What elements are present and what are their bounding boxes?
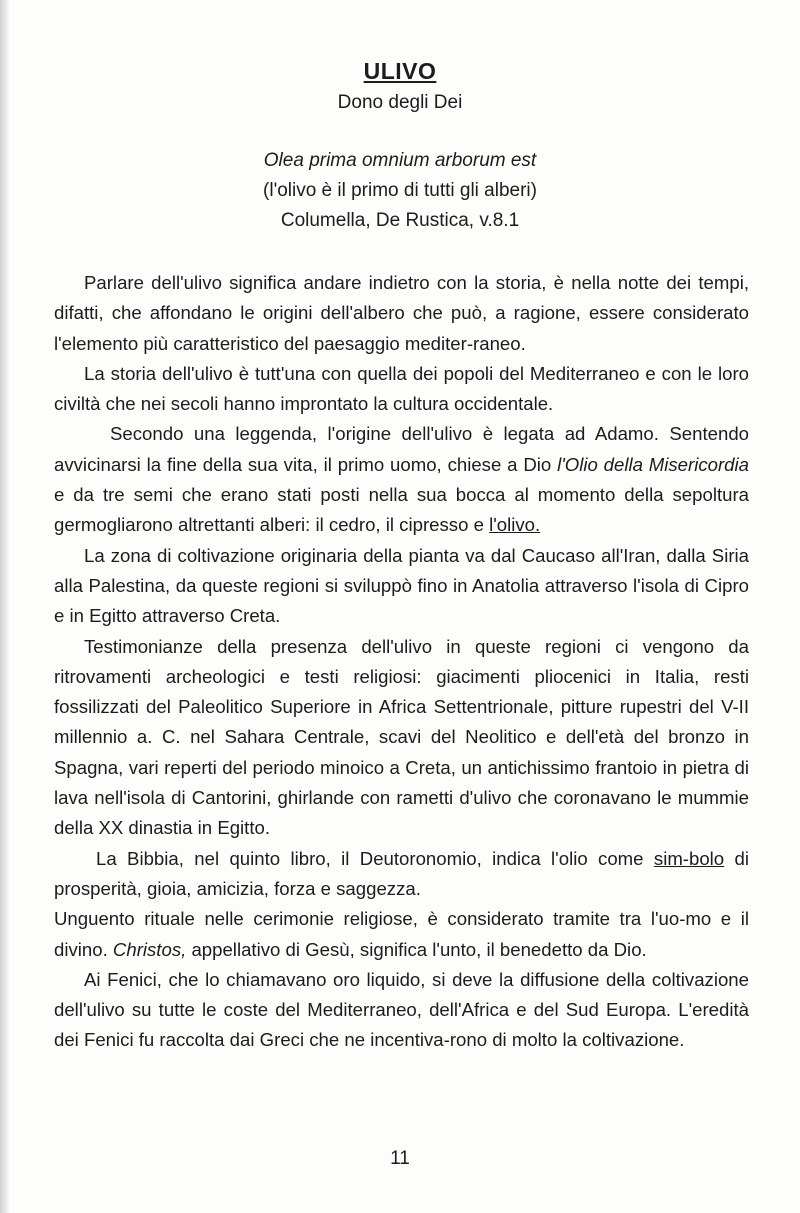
paragraph-8: Ai Fenici, che lo chiamavano oro liquido, si deve la diffusione della coltivazione dell'ulivo su tutte le coste del Mediterraneo, dell'Africa e del Sud Europa. L'eredità dei Fenici fu raccolta dai Greci che ne incentiva-rono di molto la coltivazione.: [54, 968, 749, 1051]
paragraph-3-italic: l'Olio della Misericordia: [557, 453, 749, 475]
paragraph-1: Parlare dell'ulivo significa andare indietro con la storia, è nella notte dei tempi, difatti, che affondano le origini dell'albero che può, a ragione, essere considerato l'elemento più caratteristico del paesaggio mediter-raneo.: [54, 272, 749, 354]
paragraph-3-underlined: l'olivo.: [489, 514, 541, 536]
epigraph: [0, 146, 800, 236]
paragraph-6-text-b: di prosperità, gioia, amicizia, forza e saggezza.: [54, 847, 749, 899]
paragraph-3-text-b: e da tre semi che erano stati posti nella sua bocca al momento della sepoltura germogliarono altrettanti alberi: il cedro, il cipresso e: [54, 484, 749, 536]
paragraph-7: [54, 904, 749, 965]
paragraph-7-text-a: Unguento rituale nelle cerimonie religiose, è considerato tramite tra l'uo-mo e il divino.: [54, 908, 749, 960]
paragraph-5: Testimonianze della presenza dell'ulivo in queste regioni ci vengono da ritrovamenti archeologici e testi religiosi: giacimenti pliocenici in Italia, resti fossilizzati del Paleolitico Superiore in Africa Settentrionale, pitture rupestri del V-II millennio a. C. nel Sahara Centrale, scavi del Neolitico e dell'età del bronzo in Spagna, vari reperti del periodo minoico a Creta, un antichissimo frantoio in pietra di lava nell'isola di Cantorini, ghirlande con rametti d'ulivo che coronavano le mummie della XX dinastia in Egitto.: [54, 635, 749, 839]
paragraph-3-text-a: Secondo una leggenda, l'origine dell'ulivo è legata ad Adamo. Sentendo avvicinarsi la fine della sua vita, il primo uomo, chiese a Dio: [54, 423, 749, 475]
paragraph-4: La zona di coltivazione originaria della pianta va dal Caucaso all'Iran, dalla Siria alla Palestina, da queste regioni si sviluppò fino in Anatolia attraverso l'isola di Cipro e in Egitto attraverso Creta.: [54, 544, 749, 627]
paragraph-3: [54, 419, 749, 540]
epigraph-translation: (l'olivo è il primo di tutti gli alberi): [263, 180, 537, 201]
body-text: [54, 268, 749, 1056]
paragraph-2: La storia dell'ulivo è tutt'una con quella dei popoli del Mediterraneo e con le loro civiltà che nei secoli hanno improntato la cultura occidentale.: [54, 362, 749, 415]
paragraph-6-underlined: sim-bolo: [653, 847, 725, 869]
chapter-subtitle: Dono degli Dei: [337, 92, 463, 113]
paragraph-7-text-b: appellativo di Gesù, significa l'unto, il benedetto da Dio.: [186, 938, 647, 960]
epigraph-latin: Olea prima omnium arborum est: [263, 150, 537, 171]
epigraph-source: Columella, De Rustica, v.8.1: [280, 210, 520, 231]
chapter-title: ULIVO: [363, 58, 437, 84]
paragraph-7-italic: Christos,: [112, 938, 187, 960]
paragraph-6: [54, 844, 749, 905]
paragraph-6-text-a: La Bibbia, nel quinto libro, il Deutoronomio, indica l'olio come: [96, 847, 654, 869]
page-number: 11: [390, 1148, 410, 1169]
